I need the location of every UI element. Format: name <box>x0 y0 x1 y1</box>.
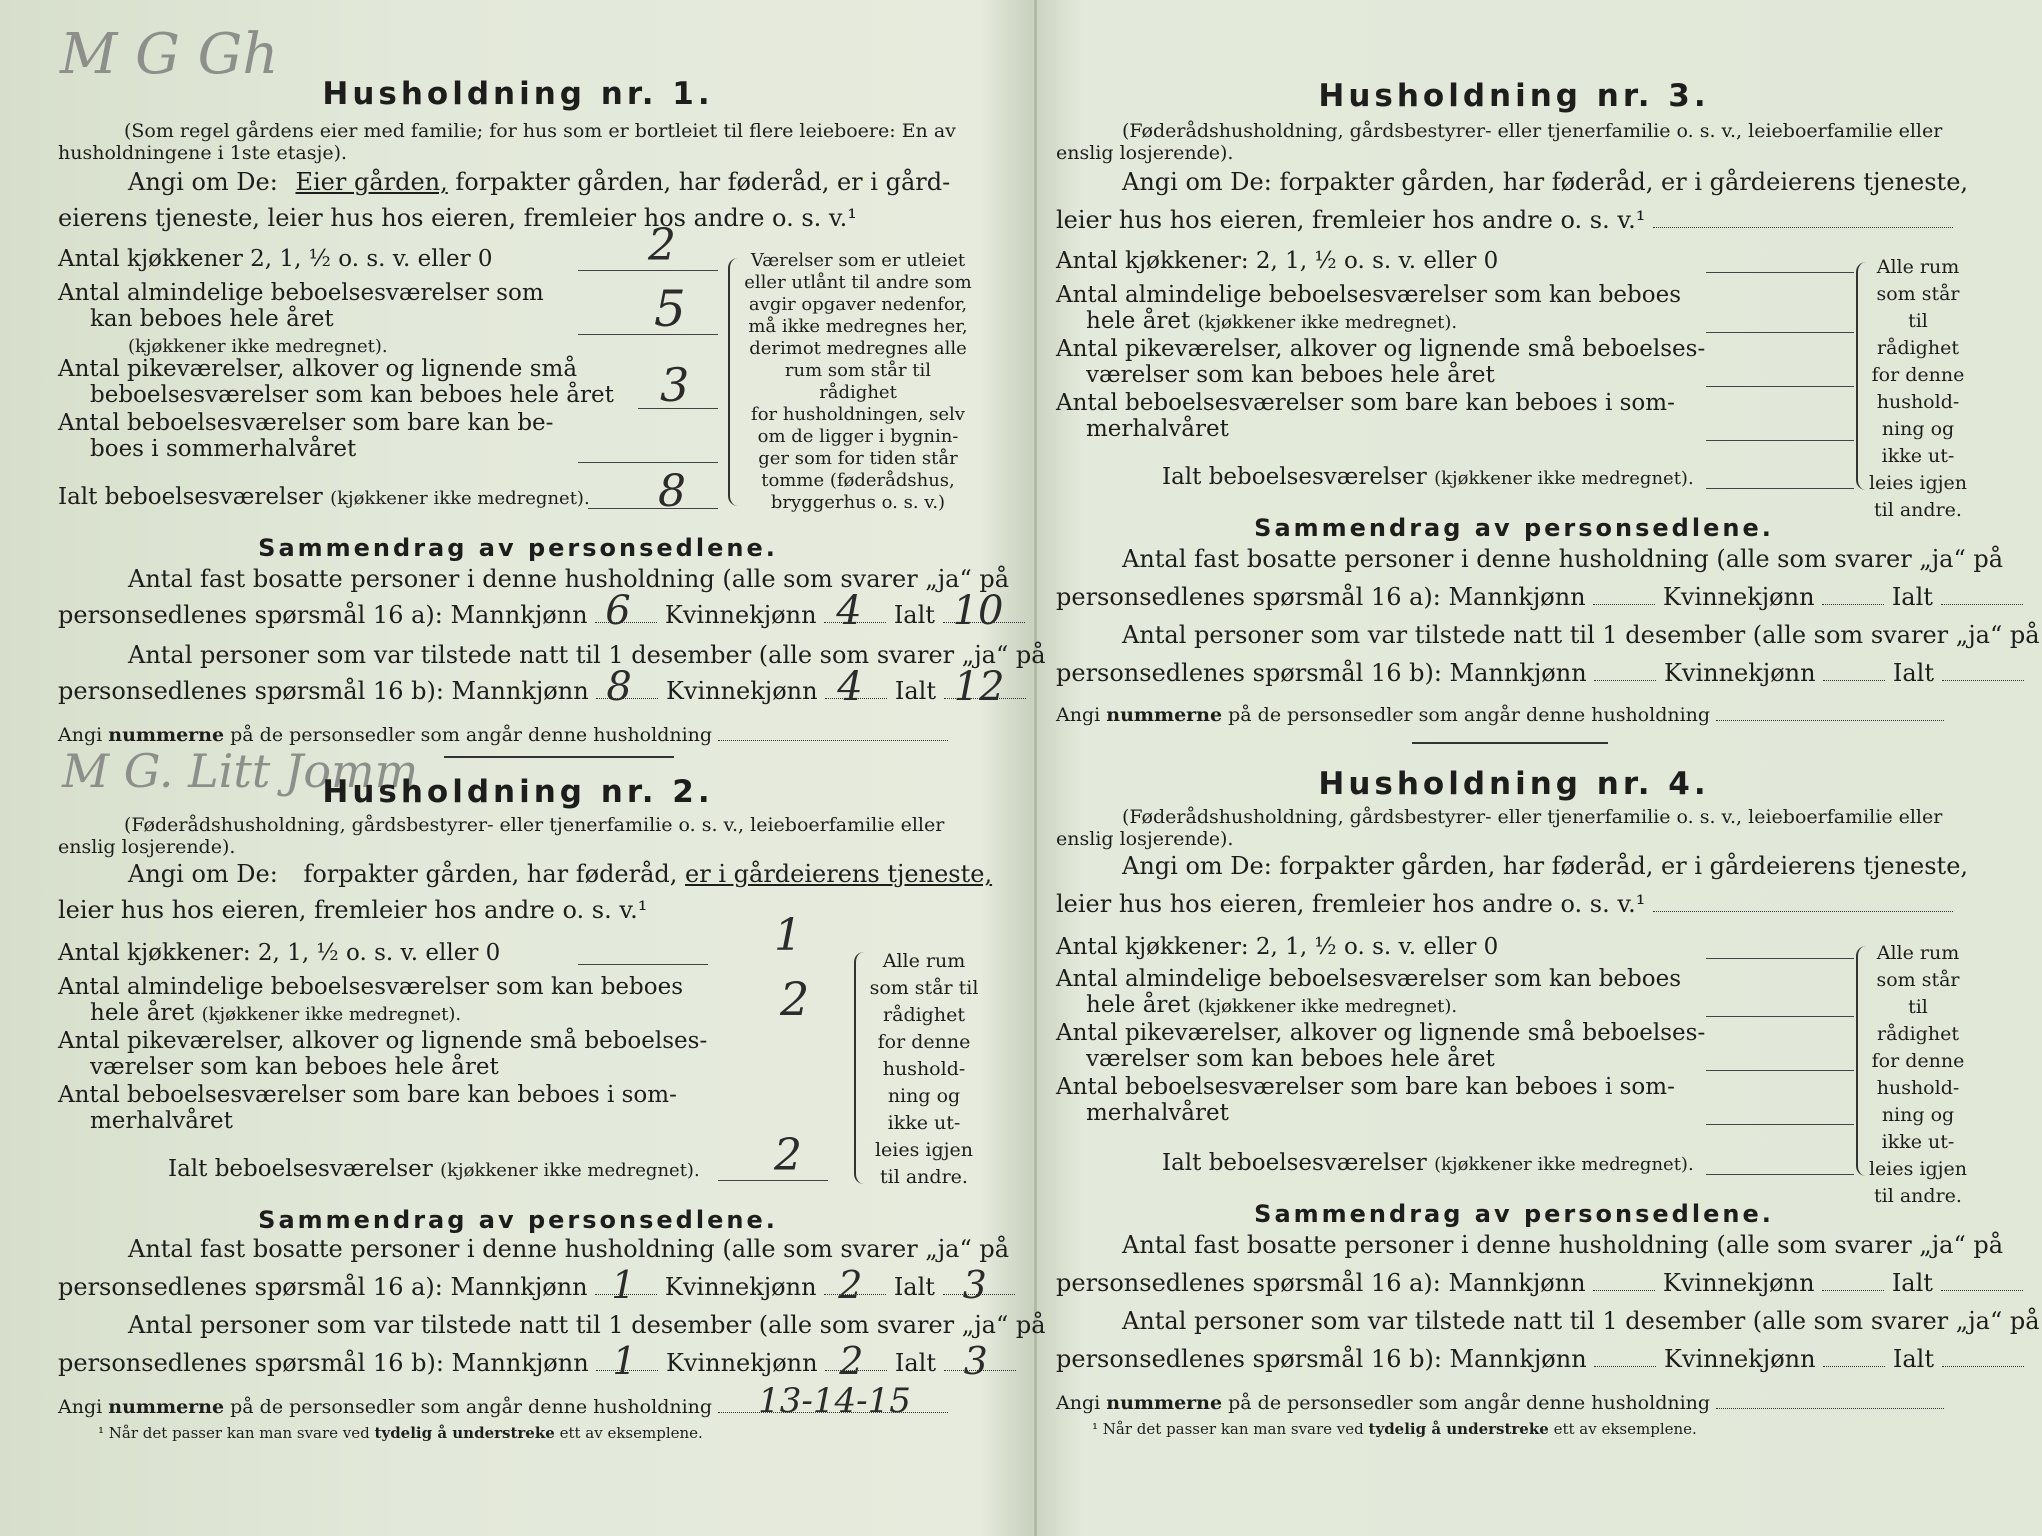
h2-s1-line-a: Antal fast bosatte personer i denne husholdning (alle som svarer „ja“ på <box>128 1235 1010 1263</box>
h2-s2-total-value: 3 <box>963 1339 988 1383</box>
h1-summer-rooms-label-a: Antal beboelsesværelser som bare kan be- <box>58 410 554 436</box>
h2-small-rooms-label-b: værelser som kan beboes hele året <box>90 1054 499 1080</box>
h1-s1-total-field <box>943 588 1025 634</box>
side-line: ger som for tiden står <box>758 448 958 469</box>
h3-total-line <box>1706 488 1854 489</box>
h2-s1-total-value: 3 <box>962 1263 987 1307</box>
h2-s2-female-label: Kvinnekjønn <box>665 1349 818 1377</box>
h4-numbers-line <box>1056 1390 1944 1416</box>
household-4-angi-line1: Angi om De: forpakter gården, har føderåd, er i gårdeierens tjeneste, <box>1122 852 1969 880</box>
h2-s1-female-label: Kvinnekjønn <box>664 1273 817 1301</box>
h1-s2-total-label: Ialt <box>894 677 936 705</box>
h4-summer-rooms-line <box>1706 1124 1854 1125</box>
h2-s2-label: personsedlenes spørsmål 16 b): Mannkjønn <box>58 1349 589 1377</box>
side-line: rum som står til rådighet <box>784 360 932 403</box>
h1-small-rooms-label-a: Antal pikeværelser, alkover og lignende små <box>58 356 578 382</box>
household-4-angi-line2 <box>1056 890 1972 918</box>
h2-total-note: (kjøkkener ikke medregnet). <box>440 1160 700 1181</box>
side-line: for denne <box>1871 364 1965 386</box>
h2-s1-total-field <box>943 1263 1015 1307</box>
side-line: ning og <box>1881 1104 1955 1126</box>
h2-numbers-field <box>718 1381 948 1421</box>
h4-s2-label: personsedlenes spørsmål 16 b): Mannkjønn <box>1056 1345 1587 1373</box>
household-2-note: (Føderådshusholdning, gårdsbestyrer- eller tjenerfamilie o. s. v., leieboerfamilie eller enslig losjerende). <box>58 814 945 858</box>
nummer-b: nummerne <box>108 1396 225 1418</box>
h4-s1-line-a: Antal fast bosatte personer i denne husholdning (alle som svarer „ja“ på <box>1122 1231 2004 1259</box>
h1-s1-male-value: 6 <box>605 588 631 634</box>
h4-summary-title: Sammendrag av personsedlene. <box>1254 1200 1774 1228</box>
h4-s1-label: personsedlenes spørsmål 16 a): Mannkjønn <box>1056 1269 1586 1297</box>
side-line: til andre. <box>880 1166 968 1188</box>
h3-rooms-line <box>1706 332 1854 333</box>
side-line: Værelser som er utleiet <box>750 250 966 271</box>
side-line: leies igjen <box>1868 1158 1968 1180</box>
h4-s2-total-label: Ialt <box>1892 1345 1934 1373</box>
h4-small-rooms-line <box>1706 1070 1854 1071</box>
h1-total-note: (kjøkkener ikke medregnet). <box>330 488 590 509</box>
h2-kitchens-label: Antal kjøkkener: 2, 1, ½ o. s. v. eller 0 <box>58 940 501 966</box>
h3-angi-field <box>1653 227 1953 228</box>
h3-s1-line-b <box>1056 584 2023 610</box>
household-1-note: (Som regel gårdens eier med familie; for hus som er bortleiet til flere leieboere: En av husholdningene i 1ste etasje). <box>58 120 956 164</box>
h2-summer-rooms-label-a: Antal beboelsesværelser som bare kan beboes i som- <box>58 1082 677 1108</box>
side-line: til andre. <box>1874 1185 1962 1207</box>
h2-s2-female-value: 2 <box>839 1339 864 1383</box>
h3-small-rooms-line <box>1706 386 1854 387</box>
h1-s2-male-field <box>596 664 658 710</box>
side-line: hushold- <box>1876 391 1960 413</box>
side-line: tomme (føderådshus, <box>761 470 955 491</box>
angi-underlined-answer: er i gårdeierens tjeneste, <box>685 860 993 888</box>
angi-rest: forpakter gården, har føderåd, <box>303 860 678 888</box>
household-1-angi-line2: eierens tjeneste, leier hus hos eieren, fremleier hos andre o. s. v.¹ <box>58 204 857 232</box>
side-line: leies igjen <box>874 1139 974 1161</box>
household-1-title: Husholdning nr. 1. <box>322 76 714 112</box>
pencil-note-mid: M G. Litt Jomm <box>62 744 419 798</box>
h3-numbers-line <box>1056 702 1944 728</box>
h4-small-rooms-label-b: værelser som kan beboes hele året <box>1086 1046 1495 1072</box>
h2-side-note <box>864 948 984 1191</box>
h3-s2-total-field <box>1942 680 2024 681</box>
h4-s1-total-label: Ialt <box>1891 1269 1933 1297</box>
side-line: leies igjen <box>1868 472 1968 494</box>
left-page <box>58 0 1046 1536</box>
h4-total-label: Ialt beboelsesværelser <box>1162 1150 1427 1176</box>
h4-side-note <box>1864 940 1972 1210</box>
household-1-angi-line1 <box>128 168 1048 196</box>
h1-s1-male-field <box>595 588 657 634</box>
h2-s1-female-field <box>824 1263 886 1307</box>
h4-kitchens-label: Antal kjøkkener: 2, 1, ½ o. s. v. eller 0 <box>1056 934 1499 960</box>
side-line: rådighet <box>883 1004 965 1026</box>
angi-line2: leier hus hos eieren, fremleier hos andre o. s. v.¹ <box>1056 890 1646 918</box>
side-line: Alle rum <box>882 950 966 972</box>
h2-s1-male-field <box>595 1263 657 1307</box>
h4-total-line <box>1706 1174 1854 1175</box>
h2-rooms-c: (kjøkkener ikke medregnet). <box>201 1004 462 1025</box>
h2-s2-total-label: Ialt <box>894 1349 936 1377</box>
h2-s2-line-a: Antal personer som var tilstede natt til 1 desember (alle som svarer „ja“ på <box>128 1311 1046 1339</box>
household-4-note: (Føderådshusholdning, gårdsbestyrer- eller tjenerfamilie o. s. v., leieboerfamilie eller enslig losjerende). <box>1056 806 1943 850</box>
h1-rooms-label-b: kan beboes hele året <box>90 306 334 332</box>
h3-s1-total-label: Ialt <box>1891 583 1933 611</box>
side-line: hushold- <box>882 1058 966 1080</box>
h4-s1-line-b <box>1056 1270 2023 1296</box>
h1-small-rooms-label-b: beboelsesværelser som kan beboes hele året <box>90 382 614 408</box>
h2-s1-male-value: 1 <box>611 1263 636 1307</box>
h4-s1-male-field <box>1593 1290 1655 1291</box>
h1-s1-female-value: 4 <box>836 588 862 634</box>
h3-rooms-b: hele året <box>1086 308 1191 334</box>
h3-small-rooms-label-a: Antal pikeværelser, alkover og lignende små beboelses- <box>1056 336 1706 362</box>
h1-rooms-line <box>578 334 718 335</box>
h3-total-note: (kjøkkener ikke medregnet). <box>1434 468 1694 489</box>
nummer-c: på de personsedler som angår denne husholdning <box>1228 1392 1711 1414</box>
h3-s1-line-a: Antal fast bosatte personer i denne husholdning (alle som svarer „ja“ på <box>1122 545 2004 573</box>
h1-kitchens-value: 2 <box>648 220 676 271</box>
h3-summary-title: Sammendrag av personsedlene. <box>1254 514 1774 542</box>
side-line: rådighet <box>1877 1023 1959 1045</box>
h4-rooms-line <box>1706 1016 1854 1017</box>
household-2-angi-line1 <box>128 860 1048 888</box>
h1-rooms-label-a: Antal almindelige beboelsesværelser som <box>58 280 544 306</box>
h1-s1-label: personsedlenes spørsmål 16 a): Mannkjønn <box>58 601 588 629</box>
h1-s1-total-label: Ialt <box>893 601 935 629</box>
h1-small-rooms-value: 3 <box>660 358 690 412</box>
h4-s1-female-field <box>1822 1290 1884 1291</box>
right-page <box>1056 0 2040 1536</box>
h3-s2-line-b <box>1056 660 2024 686</box>
h4-rooms-label-b <box>1086 992 1457 1020</box>
h4-summer-rooms-label-b: merhalvåret <box>1086 1100 1229 1126</box>
side-line: ikke ut- <box>887 1112 961 1134</box>
h1-total-value: 8 <box>658 466 686 517</box>
h1-separator <box>444 756 674 758</box>
h3-summer-rooms-label-b: merhalvåret <box>1086 416 1229 442</box>
h2-rooms-label-b <box>90 1000 461 1028</box>
side-line: må ikke medregnes her, <box>748 316 968 337</box>
h3-s1-female-field <box>1822 604 1884 605</box>
h3-s2-total-label: Ialt <box>1892 659 1934 687</box>
nummer-c: på de personsedler som angår denne husholdning <box>230 724 713 746</box>
h2-s2-line-b <box>58 1339 1016 1383</box>
nummer-b: nummerne <box>1106 1392 1223 1414</box>
h4-angi-field <box>1653 911 1953 912</box>
h1-s2-total-field <box>944 664 1026 710</box>
h4-numbers-field <box>1716 1408 1944 1409</box>
h3-summer-rooms-label-a: Antal beboelsesværelser som bare kan beboes i som- <box>1056 390 1675 416</box>
h1-rooms-value: 5 <box>654 280 686 338</box>
h1-side-note <box>744 250 972 514</box>
side-line: hushold- <box>1876 1077 1960 1099</box>
h1-summer-rooms-label-b: boes i sommerhalvåret <box>90 436 357 462</box>
h2-s2-female-field <box>825 1339 887 1383</box>
nummer-c: på de personsedler som angår denne husholdning <box>1228 704 1711 726</box>
h1-s2-female-value: 4 <box>837 664 863 710</box>
h3-kitchens-label: Antal kjøkkener: 2, 1, ½ o. s. v. eller 0 <box>1056 248 1499 274</box>
h3-s2-male-field <box>1594 680 1656 681</box>
h4-s1-total-field <box>1941 1290 2023 1291</box>
side-line: avgir opgaver nedenfor, <box>748 294 968 315</box>
h3-side-note <box>1864 254 1972 524</box>
h2-s2-male-value: 1 <box>612 1339 637 1383</box>
h2-s1-total-label: Ialt <box>893 1273 935 1301</box>
nummer-b: nummerne <box>1106 704 1223 726</box>
h1-summary-title: Sammendrag av personsedlene. <box>258 534 778 562</box>
h1-s2-female-field <box>825 664 887 710</box>
side-line: for husholdningen, selv <box>751 404 965 425</box>
nummer-a: Angi <box>1056 1392 1101 1414</box>
h3-separator <box>1412 742 1608 744</box>
side-line: derimot medregnes alle <box>749 338 967 359</box>
h1-total-rooms <box>58 484 590 512</box>
h2-s1-female-value: 2 <box>838 1263 863 1307</box>
h2-s1-line-b <box>58 1263 1015 1307</box>
nummer-c: på de personsedler som angår denne husholdning <box>230 1396 713 1418</box>
h1-s1-line-a: Antal fast bosatte personer i denne husholdning (alle som svarer „ja“ på <box>128 565 1010 593</box>
left-footnote <box>98 1424 1018 1442</box>
h2-s2-total-field <box>944 1339 1016 1383</box>
h4-s2-line-b <box>1056 1346 2024 1372</box>
h4-summer-rooms-label-a: Antal beboelsesværelser som bare kan beboes i som- <box>1056 1074 1675 1100</box>
h4-total-rooms <box>1162 1150 1694 1178</box>
h1-s1-female-field <box>824 588 886 634</box>
angi-rest: forpakter gården, har føderåd, er i gård- <box>455 168 951 196</box>
household-3-angi-line2 <box>1056 206 1972 234</box>
h1-s2-line-b <box>58 664 1026 710</box>
household-3-angi-line1: Angi om De: forpakter gården, har føderåd, er i gårdeierens tjeneste, <box>1122 168 1969 196</box>
h3-s1-total-field <box>1941 604 2023 605</box>
side-line: som står til <box>1876 969 1960 1018</box>
h1-s1-total-value: 10 <box>952 588 1004 634</box>
angi-underlined-answer: Eier gården, <box>295 168 448 196</box>
h1-s2-male-value: 8 <box>606 664 632 710</box>
pencil-note-top: M G Gh <box>60 22 279 87</box>
h4-kitchens-line <box>1706 958 1854 959</box>
h1-side-brace <box>728 258 744 506</box>
household-4-title: Husholdning nr. 4. <box>1318 766 1710 802</box>
h4-total-note: (kjøkkener ikke medregnet). <box>1434 1154 1694 1175</box>
side-line: ikke ut- <box>1881 445 1955 467</box>
h2-s2-male-field <box>596 1339 658 1383</box>
h3-s1-female-label: Kvinnekjønn <box>1662 583 1815 611</box>
side-line: til andre. <box>1874 499 1962 521</box>
h2-summer-rooms-label-b: merhalvåret <box>90 1108 233 1134</box>
h1-s2-label: personsedlenes spørsmål 16 b): Mannkjønn <box>58 677 589 705</box>
nummer-b: nummerne <box>108 724 225 746</box>
household-2-title: Husholdning nr. 2. <box>322 774 714 810</box>
h2-rooms-b: hele året <box>90 1000 195 1026</box>
angi-prefix: Angi om De: <box>128 860 278 888</box>
household-3-title: Husholdning nr. 3. <box>1318 78 1710 114</box>
footnote-c: ett av eksemplene. <box>1553 1420 1697 1438</box>
h1-numbers-field <box>718 740 948 741</box>
h1-s2-female-label: Kvinnekjønn <box>665 677 818 705</box>
nummer-a: Angi <box>58 724 103 746</box>
h3-s2-line-a: Antal personer som var tilstede natt til 1 desember (alle som svarer „ja“ på <box>1122 621 2040 649</box>
h3-total-rooms <box>1162 464 1694 492</box>
h3-s2-label: personsedlenes spørsmål 16 b): Mannkjønn <box>1056 659 1587 687</box>
h4-s2-male-field <box>1594 1366 1656 1367</box>
h3-rooms-label-b <box>1086 308 1457 336</box>
side-line: Alle rum <box>1876 942 1960 964</box>
h1-s1-female-label: Kvinnekjønn <box>664 601 817 629</box>
h2-kitchens-value: 1 <box>774 910 802 961</box>
h1-kitchens-label: Antal kjøkkener 2, 1, ½ o. s. v. eller 0 <box>58 246 493 272</box>
h3-kitchens-line <box>1706 272 1854 273</box>
footnote-c: ett av eksemplene. <box>559 1424 703 1442</box>
footnote-b: tydelig å understreke <box>1368 1420 1549 1438</box>
footnote-a: ¹ Når det passer kan man svare ved <box>1092 1420 1364 1438</box>
h3-numbers-field <box>1716 720 1944 721</box>
h4-rooms-label-a: Antal almindelige beboelsesværelser som kan beboes <box>1056 966 1682 992</box>
h3-s1-male-field <box>1593 604 1655 605</box>
household-2-angi-line2: leier hus hos eieren, fremleier hos andre o. s. v.¹ <box>58 896 648 924</box>
h3-rooms-label-a: Antal almindelige beboelsesværelser som kan beboes <box>1056 282 1682 308</box>
household-3-note: (Føderådshusholdning, gårdsbestyrer- eller tjenerfamilie o. s. v., leieboerfamilie eller enslig losjerende). <box>1056 120 1943 164</box>
page-fold <box>1034 0 1037 1536</box>
h3-small-rooms-label-b: værelser som kan beboes hele året <box>1086 362 1495 388</box>
h2-total-line <box>718 1180 828 1181</box>
side-line: om de ligger i bygnin- <box>757 426 959 447</box>
h4-s2-line-a: Antal personer som var tilstede natt til 1 desember (alle som svarer „ja“ på <box>1122 1307 2040 1335</box>
h4-s2-total-field <box>1942 1366 2024 1367</box>
h1-total-label: Ialt beboelsesværelser <box>58 484 323 510</box>
h3-rooms-c: (kjøkkener ikke medregnet). <box>1197 312 1458 333</box>
h3-s2-female-field <box>1823 680 1885 681</box>
h3-total-label: Ialt beboelsesværelser <box>1162 464 1427 490</box>
nummer-a: Angi <box>58 1396 103 1418</box>
h2-small-rooms-label-a: Antal pikeværelser, alkover og lignende små beboelses- <box>58 1028 708 1054</box>
h2-total-rooms <box>168 1156 700 1184</box>
side-line: bryggerhus o. s. v.) <box>770 492 946 513</box>
h2-total-value: 2 <box>774 1130 802 1181</box>
h3-s2-female-label: Kvinnekjønn <box>1663 659 1816 687</box>
h4-s2-female-field <box>1823 1366 1885 1367</box>
side-line: ikke ut- <box>1881 1131 1955 1153</box>
h2-kitchens-line <box>578 964 708 965</box>
side-line: som står til <box>1876 283 1960 332</box>
h4-small-rooms-label-a: Antal pikeværelser, alkover og lignende små beboelses- <box>1056 1020 1706 1046</box>
h1-rooms-label-c: (kjøkkener ikke medregnet). <box>128 336 388 357</box>
h1-total-line <box>588 508 718 509</box>
side-line: ning og <box>1881 418 1955 440</box>
h4-s1-female-label: Kvinnekjønn <box>1662 1269 1815 1297</box>
h1-summer-rooms-line <box>578 462 718 463</box>
h2-numbers-line <box>58 1381 948 1421</box>
h2-rooms-label-a: Antal almindelige beboelsesværelser som kan beboes <box>58 974 684 1000</box>
side-line: rådighet <box>1877 337 1959 359</box>
h1-s2-line-a: Antal personer som var tilstede natt til 1 desember (alle som svarer „ja“ på <box>128 641 1046 669</box>
footnote-a: ¹ Når det passer kan man svare ved <box>98 1424 370 1442</box>
side-line: som står til <box>869 977 979 999</box>
side-line: eller utlånt til andre som <box>744 272 972 293</box>
side-line: ning og <box>887 1085 961 1107</box>
h4-rooms-c: (kjøkkener ikke medregnet). <box>1197 996 1458 1017</box>
h3-summer-rooms-line <box>1706 440 1854 441</box>
side-line: for denne <box>1871 1050 1965 1072</box>
h2-numbers-value: 13-14-15 <box>758 1381 911 1421</box>
h1-s2-total-value: 12 <box>953 664 1005 710</box>
angi-line2: leier hus hos eieren, fremleier hos andre o. s. v.¹ <box>1056 206 1646 234</box>
h2-total-label: Ialt beboelsesværelser <box>168 1156 433 1182</box>
h2-summary-title: Sammendrag av personsedlene. <box>258 1206 778 1234</box>
right-footnote <box>1092 1420 2008 1438</box>
h2-s1-label: personsedlenes spørsmål 16 a): Mannkjønn <box>58 1273 588 1301</box>
h4-s2-female-label: Kvinnekjønn <box>1663 1345 1816 1373</box>
angi-prefix: Angi om De: <box>128 168 278 196</box>
h4-rooms-b: hele året <box>1086 992 1191 1018</box>
h3-s1-label: personsedlenes spørsmål 16 a): Mannkjønn <box>1056 583 1586 611</box>
h1-s1-line-b <box>58 588 1025 634</box>
side-line: Alle rum <box>1876 256 1960 278</box>
footnote-b: tydelig å understreke <box>374 1424 555 1442</box>
nummer-a: Angi <box>1056 704 1101 726</box>
side-line: for denne <box>877 1031 971 1053</box>
h2-rooms-value: 2 <box>780 972 810 1026</box>
